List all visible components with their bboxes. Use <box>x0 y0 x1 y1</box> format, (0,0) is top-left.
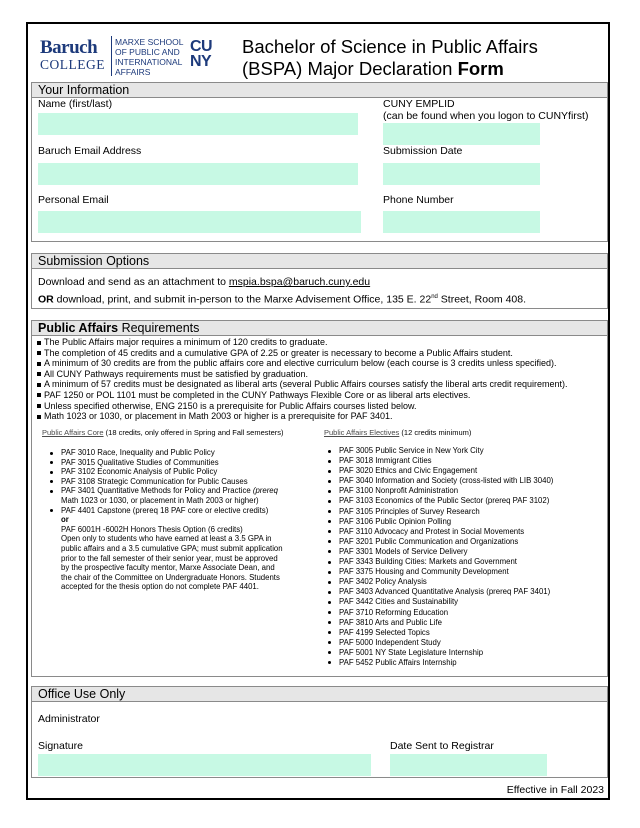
signature-label: Signature <box>38 740 83 752</box>
requirement-item: Math 1023 or 1030, or placement in Math 2003 or higher is a prerequisite for PAF 3401. <box>36 411 568 422</box>
marxe-line: MARXE SCHOOL <box>115 37 184 47</box>
elective-course-item: PAF 3301 Models of Service Delivery <box>322 547 607 557</box>
elective-course-item: PAF 3005 Public Service in New York City <box>322 446 607 456</box>
or-label: OR <box>38 293 54 306</box>
elective-course-item: PAF 3018 Immigrant Cities <box>322 456 607 466</box>
honors-option-line: prior to the fall semester of their senior year, must be approved <box>61 553 278 563</box>
or-divider <box>44 515 319 525</box>
core-heading <box>42 428 284 438</box>
college-logo-word: COLLEGE <box>40 57 105 72</box>
name-field[interactable] <box>38 113 358 135</box>
honors-option-line: public affairs and a 3.5 cumulative GPA; must submit application <box>61 543 283 553</box>
elective-course-item: PAF 3403 Advanced Quantitative Analysis (prereq PAF 3401) <box>322 587 607 597</box>
elective-course-item: PAF 3103 Economics of the Public Sector (prereq PAF 3102) <box>322 496 607 506</box>
marxe-line: AFFAIRS <box>115 67 151 77</box>
electives-note: (12 credits minimum) <box>399 428 472 437</box>
requirements-list <box>36 337 568 422</box>
elective-course-item: PAF 3106 Public Opinion Polling <box>322 517 607 527</box>
requirement-item: The Public Affairs major requires a minimum of 120 credits to graduate. <box>36 337 568 348</box>
course-3401-prereq: (prereq <box>252 486 278 496</box>
core-course-item: PAF 3102 Economic Analysis of Public Policy <box>44 467 319 477</box>
core-title: Public Affairs Core <box>42 428 104 437</box>
cuny-logo-line: CU <box>190 38 213 55</box>
elective-course-item: PAF 3105 Principles of Survey Research <box>322 507 607 517</box>
marxe-line: INTERNATIONAL <box>115 57 183 67</box>
elective-course-item: PAF 3040 Information and Society (cross-listed with LIB 3040) <box>322 476 607 486</box>
logo-divider <box>111 36 112 76</box>
date-sent-label: Date Sent to Registrar <box>390 740 494 752</box>
elective-course-item: PAF 5001 NY State Legislature Internship <box>322 648 607 658</box>
requirement-item: A minimum of 57 credits must be designated as liberal arts (several Public Affairs courses satisfy the liberal arts credit requirement). <box>36 379 568 390</box>
honors-option-line: accepted for the thesis option do not complete PAF 4401. <box>61 582 259 592</box>
administrator-label: Administrator <box>38 713 100 725</box>
elective-course-item: PAF 5000 Independent Study <box>322 638 607 648</box>
date-sent-field[interactable] <box>390 754 547 776</box>
form-title <box>242 36 538 80</box>
core-course-item: PAF 3015 Qualitative Studies of Communities <box>44 458 319 468</box>
emplid-hint: (can be found when you logon to CUNYfirst) <box>383 110 589 122</box>
elective-course-item: PAF 3810 Arts and Public Life <box>322 618 607 628</box>
elective-course-item: PAF 3375 Housing and Community Development <box>322 567 607 577</box>
honors-option-line: PAF 6001H -6002H Honors Thesis Option (6 credits) <box>61 524 243 534</box>
elective-course-item: PAF 3710 Reforming Education <box>322 608 607 618</box>
ordinal-suffix: nd <box>431 294 438 300</box>
elective-course-item: PAF 3110 Advocacy and Protest in Social Movements <box>322 527 607 537</box>
phone-field[interactable] <box>383 211 540 233</box>
honors-option-line: Open only to students who have earned at least a 3.5 GPA in <box>61 534 272 544</box>
requirement-item: PAF 1250 or POL 1101 must be completed in the CUNY Pathways Flexible Core or as liberal arts electives. <box>36 390 568 401</box>
submission-email-link[interactable]: mspia.bspa@baruch.cuny.edu <box>228 276 371 288</box>
electives-title: Public Affairs Electives <box>324 428 400 437</box>
elective-course-item: PAF 3343 Building Cities: Markets and Government <box>322 557 607 567</box>
submission-line-2-text: download, print, and submit in-person to the Marxe Advisement Office, 135 E. 22 <box>53 293 432 306</box>
marxe-school-logo <box>115 37 185 77</box>
marxe-line: OF PUBLIC AND <box>115 47 180 57</box>
requirement-item: All CUNY Pathways requirements must be satisfied by graduation. <box>36 369 568 380</box>
requirements-heading-bold: Public Affairs <box>38 321 119 335</box>
cuny-logo-line: NY <box>190 53 212 70</box>
elective-course-list <box>322 446 607 668</box>
emplid-label: CUNY EMPLID <box>383 98 455 110</box>
requirement-item: The completion of 45 credits and a cumulative GPA of 2.25 or greater is necessary to become a Public Affairs student. <box>36 348 568 359</box>
elective-course-item: PAF 3442 Cities and Sustainability <box>322 597 607 607</box>
title-line-1: Bachelor of Science in Public Affairs <box>242 36 538 57</box>
emplid-field[interactable] <box>383 123 540 145</box>
baruch-logo-word: Baruch <box>40 37 98 58</box>
section-heading: Your Information <box>32 83 607 98</box>
honors-option-line: the chair of the Committee on Undergraduate Honors. Students <box>61 572 280 582</box>
submission-date-label: Submission Date <box>383 145 463 157</box>
email-label: Baruch Email Address <box>38 145 142 157</box>
email-field[interactable] <box>38 163 358 185</box>
name-label: Name (first/last) <box>38 98 113 110</box>
section-heading: Submission Options <box>32 254 607 269</box>
core-course-list <box>44 448 319 592</box>
electives-heading <box>324 428 471 438</box>
title-form-word: Form <box>457 58 504 79</box>
personal-email-label: Personal Email <box>38 194 109 206</box>
course-3401-text: PAF 3401 Quantitative Methods for Policy and Practice <box>61 486 253 496</box>
elective-course-item: PAF 3020 Ethics and Civic Engagement <box>322 466 607 476</box>
your-information-section <box>31 82 608 242</box>
title-line-2-text: (BSPA) Major Declaration <box>242 58 458 79</box>
core-course-item: PAF 3108 Strategic Communication for Public Causes <box>44 477 319 487</box>
section-heading: Office Use Only <box>32 687 607 702</box>
core-note: (18 credits, only offered in Spring and Fall semesters) <box>103 428 284 437</box>
personal-email-field[interactable] <box>38 211 361 233</box>
effective-date: Effective in Fall 2023 <box>506 784 604 796</box>
cuny-logo <box>190 39 226 73</box>
submission-line-1 <box>38 276 370 289</box>
core-course-item: PAF 4401 Capstone (prereq 18 PAF core or elective credits) <box>44 506 319 516</box>
honors-option-line: by the prospective faculty mentor, Marxe Associate Dean, and <box>61 563 275 573</box>
requirements-heading-text: Requirements <box>118 321 200 335</box>
phone-label: Phone Number <box>383 194 454 206</box>
signature-field[interactable] <box>38 754 371 776</box>
elective-course-item: PAF 3201 Public Communication and Organizations <box>322 537 607 547</box>
course-3401-line-2: Math 1023 or 1030, or placement in Math 2003 or higher) <box>61 495 259 505</box>
baruch-college-logo <box>40 38 110 74</box>
core-course-item <box>44 486 319 505</box>
core-course-item: PAF 3010 Race, Inequality and Public Policy <box>44 448 319 458</box>
elective-course-item: PAF 3100 Nonprofit Administration <box>322 486 607 496</box>
section-heading <box>32 321 607 336</box>
or-label: or <box>61 515 69 525</box>
title-line-2 <box>242 58 538 80</box>
header <box>40 30 610 80</box>
requirement-item: A minimum of 30 credits are from the public affairs core and elective curriculum below (each course is 3 credits unless specified). <box>36 358 568 369</box>
submission-options-section <box>31 253 608 309</box>
elective-course-item: PAF 5452 Public Affairs Internship <box>322 658 607 668</box>
elective-course-item: PAF 4199 Selected Topics <box>322 628 607 638</box>
elective-course-item: PAF 3402 Policy Analysis <box>322 577 607 587</box>
requirements-section <box>31 320 608 677</box>
submission-line-2-suffix: Street, Room 408. <box>437 293 527 306</box>
requirement-item: Unless specified otherwise, ENG 2150 is a prerequisite for Public Affairs courses listed below. <box>36 401 568 412</box>
submission-line-1-text: Download and send as an attachment to <box>38 276 229 288</box>
submission-line-2 <box>38 291 526 307</box>
submission-date-field[interactable] <box>383 163 540 185</box>
office-use-section <box>31 686 608 778</box>
